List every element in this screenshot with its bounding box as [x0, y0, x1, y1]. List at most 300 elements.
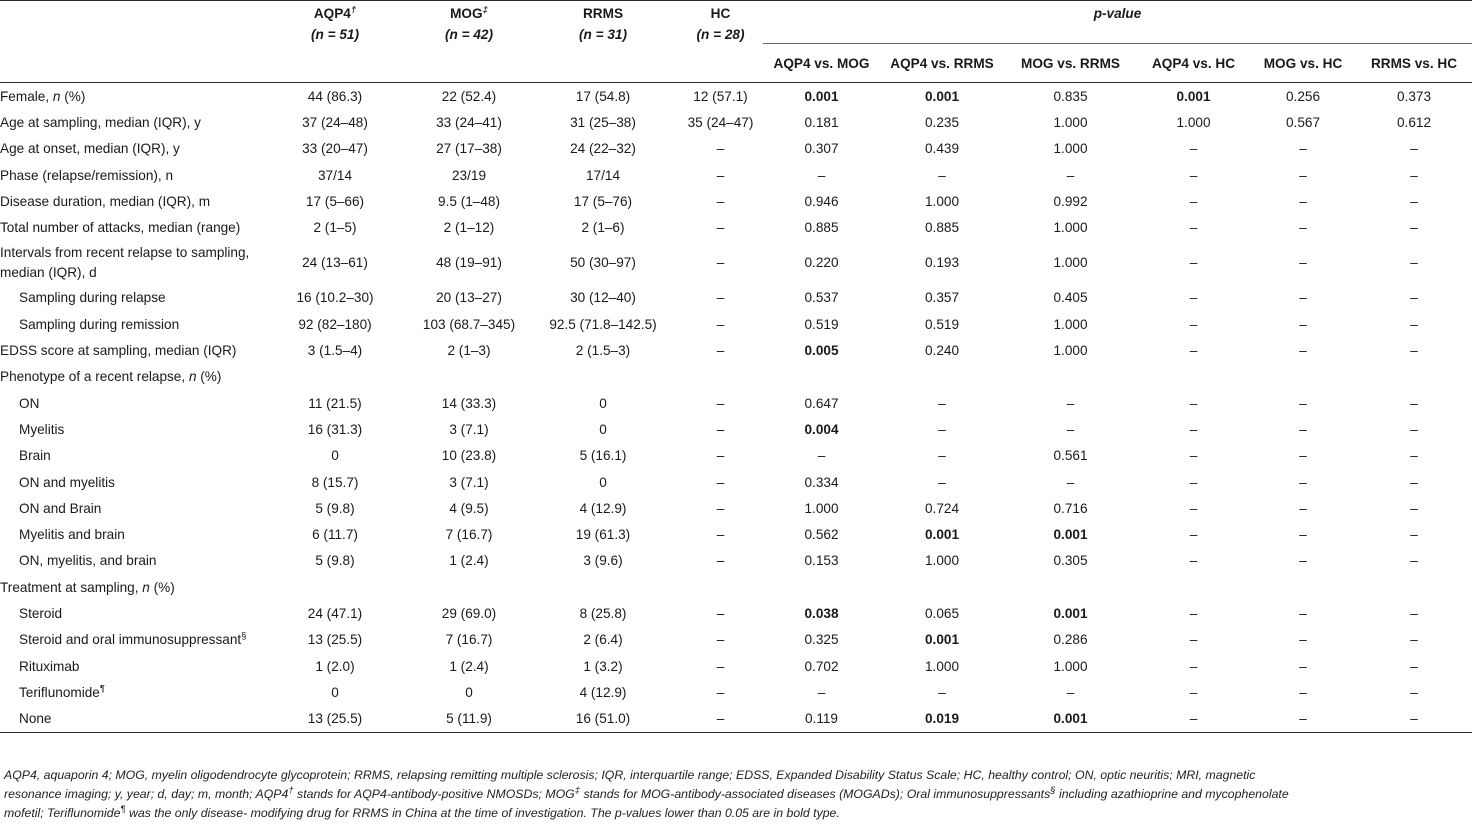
pvalue-cell: –	[1299, 395, 1307, 411]
row-label-text: ON, myelitis, and brain	[19, 553, 157, 569]
pvalue-cell: 0.716	[1053, 500, 1088, 516]
pvalue-cell: 0.567	[1285, 114, 1321, 130]
table-row	[0, 390, 1472, 416]
pvalue-cell: 0.885	[924, 220, 960, 236]
pvalue-cell: –	[938, 395, 946, 411]
footnote-mark: †	[350, 4, 357, 16]
row-label	[0, 600, 260, 626]
pvalue-cell: –	[938, 684, 946, 700]
row-label	[0, 214, 260, 240]
pvalue-cell: 1.000	[1053, 220, 1088, 236]
row-label	[0, 521, 260, 547]
pvalue-cell: –	[817, 448, 826, 464]
table-row	[0, 706, 1472, 733]
pvalue-cell: –	[1299, 553, 1307, 569]
row-label	[0, 416, 260, 442]
row-label-text: Age at onset, median (IQR), y	[0, 141, 180, 157]
group-value-cell: 1 (2.4)	[449, 658, 489, 674]
pvalue-col-header: AQP4 vs. RRMS	[890, 55, 994, 71]
label-header	[0, 1, 260, 83]
pvalue-cell: 0.946	[804, 193, 839, 209]
row-label-part: n	[188, 369, 197, 385]
footnote-mark: ¶	[99, 683, 105, 695]
group-value-cell: 17 (5–76)	[573, 193, 633, 209]
pvalue-cell: –	[1189, 167, 1198, 183]
pvalue-cell: –	[938, 474, 946, 490]
pvalue-cell: –	[1410, 658, 1418, 674]
footnote-text: stands for AQP4-antibody-positive NMOSDs; MOG	[293, 787, 575, 801]
group-value-cell: 5 (9.8)	[315, 500, 355, 516]
pvalue-cell	[1356, 574, 1472, 600]
group-value-cell: 17/14	[585, 167, 621, 183]
bottom-rule	[0, 732, 1472, 739]
group-value-cell: 0	[599, 421, 607, 437]
pvalue-cell: 1.000	[924, 193, 960, 209]
table-row	[0, 548, 1472, 574]
group-value-cell: 2 (1–12)	[443, 220, 495, 236]
pvalue-cell: –	[1410, 220, 1418, 236]
footnote-line	[4, 785, 1466, 804]
pvalue-cell: 0.561	[1053, 448, 1088, 464]
group-value-cell: –	[716, 255, 725, 271]
pvalue-cell	[1137, 574, 1250, 600]
pvalue-cell: –	[1189, 290, 1198, 306]
pvalue-cell: –	[1410, 193, 1418, 209]
footnote-text: mofetil; Teriflunomide	[4, 806, 121, 820]
group-value-cell: 2 (1–3)	[447, 343, 491, 359]
group-value-cell: –	[716, 316, 725, 332]
pvalue-cell: –	[1410, 474, 1418, 490]
table-row	[0, 83, 1472, 109]
group-value-cell: 3 (7.1)	[449, 421, 489, 437]
pvalue-cell: –	[938, 448, 946, 464]
pvalue-cell: –	[1410, 421, 1418, 437]
col-n: (n = 28)	[696, 27, 745, 42]
pvalue-cell: 0.235	[924, 114, 960, 130]
group-value-cell: 27 (17–38)	[436, 141, 502, 157]
group-value-cell: 37 (24–48)	[302, 114, 368, 130]
pvalue-cell	[1004, 574, 1137, 600]
pvalue-cell: –	[1299, 220, 1307, 236]
group-value-cell: 3 (9.6)	[583, 553, 623, 569]
col-header-mog	[410, 1, 528, 83]
group-value-cell: 9.5 (1–48)	[438, 193, 500, 209]
row-label	[0, 653, 260, 679]
pvalue-cell: 0.001	[1053, 605, 1088, 621]
pvalue-cell: –	[1410, 527, 1418, 543]
col-n: (n = 51)	[311, 27, 359, 42]
group-value-cell: 23/19	[451, 167, 487, 183]
group-value-cell: 1 (3.2)	[583, 658, 623, 674]
pvalue-cell: –	[1410, 684, 1418, 700]
pvalue-cell: 0.001	[924, 88, 960, 104]
pvalue-cell: 0.001	[1053, 711, 1088, 727]
col-name: HC	[710, 6, 731, 21]
row-label	[0, 188, 260, 214]
pvalue-cell: –	[1410, 290, 1418, 306]
group-value-cell: 3 (1.5–4)	[307, 343, 363, 359]
row-label	[0, 162, 260, 188]
pvalue-cell: 0.001	[1176, 88, 1211, 104]
table-row	[0, 188, 1472, 214]
pvalue-cell: 0.004	[804, 421, 839, 437]
group-value-cell: 3 (7.1)	[449, 474, 489, 490]
pvalue-cell: –	[1189, 658, 1198, 674]
table-row	[0, 495, 1472, 521]
group-value-cell: 22 (52.4)	[441, 88, 497, 104]
pvalue-cell: –	[1299, 290, 1307, 306]
pvalue-cell: 1.000	[1053, 255, 1088, 271]
pvalue-cell: 1.000	[1176, 114, 1211, 130]
group-value-cell: 4 (12.9)	[579, 500, 627, 516]
group-value-cell: 92 (82–180)	[298, 316, 372, 332]
group-value-cell	[528, 574, 678, 600]
group-value-cell: –	[716, 167, 725, 183]
pvalue-group-header	[763, 1, 1472, 44]
pvalue-cell: –	[1066, 684, 1075, 700]
group-value-cell: –	[716, 474, 725, 490]
group-value-cell: 2 (6.4)	[583, 632, 623, 648]
group-value-cell: 35 (24–47)	[687, 114, 754, 130]
pvalue-cell: –	[1189, 421, 1198, 437]
pvalue-cell	[880, 574, 1004, 600]
pvalue-cell	[763, 364, 880, 390]
row-label	[0, 390, 260, 416]
group-value-cell: 1 (2.4)	[449, 553, 489, 569]
pvalue-cell: 0.001	[804, 88, 839, 104]
pvalue-col-header: RRMS vs. HC	[1370, 55, 1458, 71]
row-label	[0, 83, 260, 109]
pvalue-cell: –	[1410, 448, 1418, 464]
footnote-text: stands for MOG-antibody-associated diseases (MOGADs); Oral immunosuppressants	[580, 787, 1051, 801]
pvalue-cell: –	[1066, 421, 1075, 437]
group-value-cell: –	[716, 421, 725, 437]
pvalue-cell: 0.562	[804, 527, 839, 543]
group-value-cell: 33 (20–47)	[302, 141, 368, 157]
group-value-cell: 13 (25.5)	[307, 711, 363, 727]
row-label-text: Brain	[19, 448, 51, 464]
table-row	[0, 214, 1472, 240]
group-value-cell: 5 (16.1)	[579, 448, 627, 464]
group-value-cell	[410, 574, 528, 600]
col-header-rrms	[528, 1, 678, 83]
group-value-cell: 7 (16.7)	[445, 527, 493, 543]
pvalue-cell: 0.153	[804, 553, 839, 569]
pvalue-cell: –	[1410, 605, 1418, 621]
row-label-text: Rituximab	[19, 658, 80, 674]
pvalue-cell	[1250, 574, 1356, 600]
row-label-text: ON	[19, 395, 40, 411]
group-value-cell: –	[716, 605, 725, 621]
table-row	[0, 469, 1472, 495]
row-label-text: Myelitis and brain	[19, 527, 125, 543]
group-value-cell: –	[716, 500, 725, 516]
pvalue-cell: 0.181	[804, 114, 839, 130]
pvalue-cell: –	[1410, 316, 1418, 332]
pvalue-cell: –	[1410, 343, 1418, 359]
pvalue-cell: 0.724	[924, 500, 960, 516]
pvalue-cell: 0.992	[1053, 193, 1088, 209]
pvalue-cell: 1.000	[1053, 343, 1088, 359]
group-value-cell: –	[716, 658, 725, 674]
pvalue-cell: 0.334	[804, 474, 839, 490]
pvalue-cell: 1.000	[804, 500, 839, 516]
pvalue-cell: –	[817, 167, 826, 183]
pvalue-cell: 1.000	[1053, 114, 1088, 130]
row-label-text: Phase (relapse/remission), n	[0, 167, 174, 183]
row-label-text: Teriflunomide	[19, 684, 100, 700]
group-value-cell: 4 (9.5)	[449, 500, 489, 516]
pvalue-cell: 1.000	[1053, 141, 1088, 157]
footnote-text: including azathioprine and mycophenolate	[1055, 787, 1289, 801]
pvalue-cell: 0.325	[804, 632, 839, 648]
group-value-cell: 37/14	[317, 167, 353, 183]
row-label-part: Female,	[0, 88, 53, 104]
group-value-cell: 0	[331, 684, 339, 700]
pvalue-cell: –	[1189, 711, 1198, 727]
table-row	[0, 285, 1472, 311]
row-label-text: Disease duration, median (IQR), m	[0, 193, 211, 209]
table-row	[0, 337, 1472, 363]
row-label	[0, 627, 260, 653]
footnote-text: was the only disease- modifying drug for RRMS in China at the time of investigation. The p-values lower than 0.05 are in bold type.	[125, 806, 840, 820]
col-header-hc	[678, 1, 763, 83]
pvalue-cell: –	[1410, 167, 1418, 183]
row-label	[0, 548, 260, 574]
group-value-cell: 0	[465, 684, 473, 700]
table-row	[0, 241, 1472, 285]
pvalue-cell	[763, 574, 880, 600]
group-value-cell: –	[716, 711, 725, 727]
col-n: (n = 42)	[445, 27, 493, 42]
table-row	[0, 364, 1472, 390]
row-label-part: (%)	[60, 88, 86, 104]
row-label	[0, 679, 260, 705]
pvalue-cell: –	[938, 167, 946, 183]
row-label	[0, 469, 260, 495]
footnote-text: resonance imaging; y, year; d, day; m, month; AQP4	[4, 787, 289, 801]
group-value-cell: 24 (47.1)	[307, 605, 363, 621]
col-name: AQP4	[313, 6, 351, 21]
pvalue-cell: 0.612	[1396, 114, 1432, 130]
row-label-text: Steroid	[19, 605, 63, 621]
pvalue-cell: 0.019	[924, 711, 960, 727]
col-header-aqp4	[260, 1, 410, 83]
row-label	[0, 109, 260, 135]
pvalue-cell: 0.193	[924, 255, 960, 271]
pvalue-cell: –	[1189, 220, 1198, 236]
pvalue-cell: –	[1299, 141, 1307, 157]
group-value-cell: –	[716, 141, 725, 157]
pvalue-cell: –	[1299, 474, 1307, 490]
pvalue-cell: 0.220	[804, 255, 839, 271]
pvalue-cell: 0.286	[1053, 632, 1088, 648]
pvalue-cell: 1.000	[1053, 658, 1088, 674]
group-value-cell: –	[716, 343, 725, 359]
group-value-cell: –	[716, 448, 725, 464]
pvalue-cell: 0.119	[804, 711, 838, 727]
pvalue-cell: 0.001	[924, 527, 960, 543]
row-label-text: Sampling during relapse	[19, 290, 166, 306]
pvalue-cell	[1356, 364, 1472, 390]
row-label-part: Treatment at sampling,	[0, 579, 143, 595]
group-value-cell: 5 (11.9)	[446, 711, 492, 727]
pvalue-cell: –	[1299, 255, 1307, 271]
pvalue-cell	[1004, 364, 1137, 390]
pvalue-cell: –	[1299, 711, 1307, 727]
pvalue-cell: –	[1299, 684, 1307, 700]
group-value-cell	[410, 364, 528, 390]
row-label	[0, 443, 260, 469]
pvalue-cell: 0.038	[804, 605, 839, 621]
pvalue-cell: –	[1189, 193, 1198, 209]
table-row	[0, 162, 1472, 188]
table-row	[0, 416, 1472, 442]
pvalue-cell: –	[1189, 632, 1198, 648]
pvalue-cell: –	[1189, 343, 1198, 359]
pvalue-cell: –	[1410, 395, 1418, 411]
row-label-text: Myelitis	[19, 421, 65, 437]
group-value-cell: 44 (86.3)	[307, 88, 363, 104]
pvalue-cell: –	[1066, 395, 1075, 411]
group-value-cell: 2 (1–6)	[581, 220, 625, 236]
row-label	[0, 495, 260, 521]
group-value-cell: 16 (51.0)	[575, 711, 631, 727]
group-value-cell: 12 (57.1)	[693, 88, 748, 104]
pvalue-cell: 1.000	[924, 553, 960, 569]
row-label	[0, 574, 260, 600]
pvalue-cell: 0.256	[1285, 88, 1321, 104]
pvalue-cell: 0.240	[924, 343, 960, 359]
row-label-part: (%)	[149, 579, 175, 595]
pvalue-cell: –	[1066, 474, 1075, 490]
group-value-cell: –	[716, 193, 725, 209]
row-label-text: None	[19, 711, 52, 727]
pvalue-cell: 0.373	[1396, 88, 1432, 104]
row-label-text: Total number of attacks, median (range)	[0, 220, 241, 236]
row-label-part: Phenotype of a recent relapse,	[0, 369, 189, 385]
group-value-cell: –	[716, 290, 725, 306]
pvalue-cell: –	[1189, 684, 1198, 700]
footnote-mark: §	[1050, 784, 1056, 796]
pvalue-cell: 0.305	[1053, 553, 1088, 569]
row-label	[0, 285, 260, 311]
pvalue-cell: –	[1299, 448, 1307, 464]
group-value-cell	[678, 574, 763, 600]
group-value-cell: 1 (2.0)	[315, 658, 355, 674]
pvalue-cell: –	[1410, 255, 1418, 271]
group-value-cell	[528, 364, 678, 390]
group-value-cell: 33 (24–41)	[436, 114, 502, 130]
group-value-cell: 20 (13–27)	[436, 290, 502, 306]
footnote-mark: §	[241, 630, 247, 642]
pvalue-col-header: MOG vs. HC	[1263, 55, 1343, 71]
pvalue-cell: 0.001	[924, 632, 960, 648]
pvalue-cell	[1137, 364, 1250, 390]
pvalue-cell: 0.065	[924, 605, 960, 621]
table-row	[0, 521, 1472, 547]
row-label	[0, 364, 260, 390]
group-value-cell: –	[716, 553, 725, 569]
pvalue-cell: –	[1189, 605, 1198, 621]
pvalue-col-header: AQP4 vs. MOG	[773, 55, 870, 71]
group-value-cell: 11 (21.5)	[308, 395, 362, 411]
pvalue-cell	[880, 364, 1004, 390]
group-value-cell: 24 (13–61)	[302, 255, 368, 271]
row-label-part: n	[52, 88, 61, 104]
group-value-cell: 14 (33.3)	[441, 395, 497, 411]
row-label-part: (%)	[196, 369, 222, 385]
pvalue-cell: 0.647	[804, 395, 839, 411]
pvalue-cell: –	[1299, 605, 1307, 621]
table-row	[0, 627, 1472, 653]
col-name: RRMS	[582, 6, 624, 21]
footnote-mark: †	[288, 784, 294, 796]
group-value-cell: 2 (1–5)	[313, 220, 357, 236]
pvalue-cell: 0.001	[1053, 527, 1088, 543]
pvalue-cell: –	[1299, 343, 1307, 359]
table-row	[0, 136, 1472, 162]
pvalue-cell: –	[1189, 316, 1198, 332]
group-value-cell: 17 (5–66)	[305, 193, 365, 209]
footnote-mark: ‡	[482, 4, 488, 16]
group-value-cell: 0	[599, 395, 607, 411]
group-value-cell: 0	[599, 474, 607, 490]
group-value-cell	[678, 364, 763, 390]
pvalue-cell: –	[938, 421, 946, 437]
group-value-cell: 24 (22–32)	[570, 141, 636, 157]
group-value-cell: 7 (16.7)	[445, 632, 493, 648]
pvalue-cell: 0.307	[804, 141, 839, 157]
row-label-text: ON and Brain	[19, 500, 102, 516]
pvalue-cell: –	[1299, 500, 1307, 516]
pvalue-cell: 0.702	[804, 658, 839, 674]
group-value-cell: 50 (30–97)	[570, 255, 636, 271]
group-value-cell: 2 (1.5–3)	[575, 343, 631, 359]
pvalue-cell: –	[1189, 553, 1198, 569]
row-label-text: Intervals from recent relapse to sampling, median (IQR), d	[0, 244, 250, 280]
pvalue-col-header: AQP4 vs. HC	[1151, 55, 1236, 71]
pvalue-col-header: MOG vs. RRMS	[1021, 55, 1120, 71]
group-value-cell: 19 (61.3)	[575, 527, 631, 543]
group-value-cell: 5 (9.8)	[315, 553, 355, 569]
group-value-cell: 13 (25.5)	[307, 632, 363, 648]
group-value-cell	[260, 574, 410, 600]
pvalue-cell: 0.519	[924, 316, 960, 332]
pvalue-cell: 1.000	[1053, 316, 1088, 332]
group-value-cell: 4 (12.9)	[579, 684, 627, 700]
row-label	[0, 311, 260, 337]
table-row	[0, 600, 1472, 626]
pvalue-cell: –	[1410, 632, 1418, 648]
footnote-mark: ‡	[574, 784, 581, 796]
pvalue-cell: –	[1410, 711, 1418, 727]
table-row	[0, 109, 1472, 135]
group-value-cell: 103 (68.7–345)	[422, 316, 516, 332]
pvalue-cell: –	[1299, 632, 1307, 648]
pvalue-cell: 0.885	[804, 220, 839, 236]
col-n: (n = 31)	[579, 27, 627, 42]
row-label-text: Age at sampling, median (IQR), y	[0, 114, 201, 130]
group-value-cell: 0	[331, 448, 339, 464]
pvalue-cell: –	[1189, 448, 1198, 464]
col-name: MOG	[450, 6, 483, 21]
pvalue-cell	[1250, 364, 1356, 390]
group-value-cell: –	[716, 632, 725, 648]
row-label-text: Sampling during remission	[19, 316, 180, 332]
table-row	[0, 311, 1472, 337]
table-row	[0, 653, 1472, 679]
